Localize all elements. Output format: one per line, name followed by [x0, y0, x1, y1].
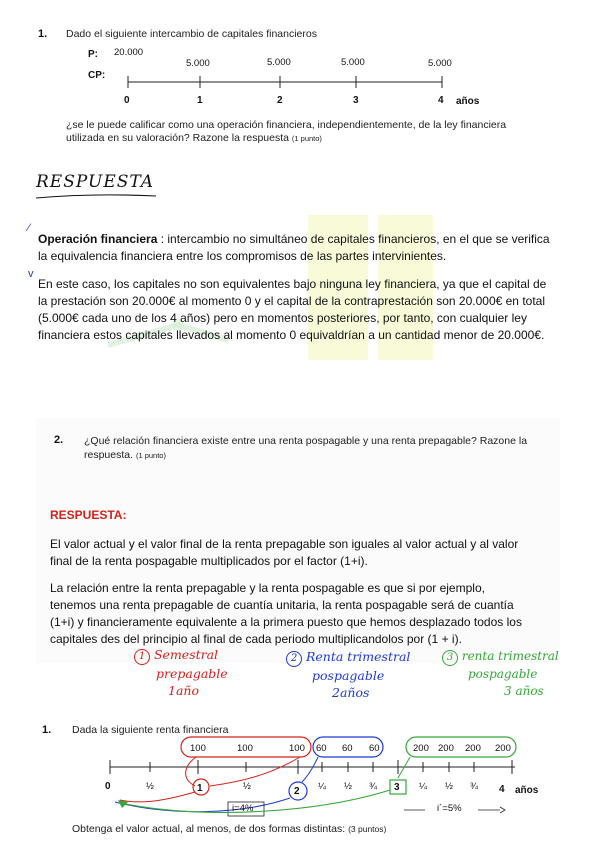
note-3-line-3: 3 años: [504, 684, 544, 698]
note-2-circle: 2: [286, 651, 302, 667]
question-3-title: Dada la siguiente renta financiera: [72, 724, 229, 736]
t3-label-7: ¾: [369, 781, 377, 792]
t3-label-11: ¾: [470, 781, 478, 792]
note-2-trimestral: [286, 648, 410, 701]
amount-a-3: 100: [289, 743, 305, 754]
amount-c-1: 200: [413, 743, 429, 754]
note-1-line-1: Semestral: [153, 647, 219, 662]
t3-label-9: ¼: [419, 781, 427, 792]
amount-a-1: 100: [190, 743, 206, 754]
handwritten-underline: [34, 190, 164, 202]
blue-group-outline: [313, 737, 383, 757]
question-2-section: [36, 418, 560, 663]
cp-value-3: 5.000: [341, 57, 365, 68]
timeline-1: [30, 14, 570, 114]
question-title: Dado el siguiente intercambio de capitales financieros: [66, 28, 317, 40]
margin-mark-2: v: [28, 268, 34, 280]
t3-unit: años: [515, 785, 539, 796]
amount-b-2: 60: [342, 743, 353, 754]
question-3-bottom: [72, 823, 386, 835]
question-text: [66, 119, 536, 145]
answer-1-definition: [38, 231, 550, 265]
definition-text: : intercambio no simultáneo de capitales financieros, en el que se verifica la equivalencia financiera entre los compromisos de las partes intervinientes.: [38, 232, 550, 263]
note-2-line-3: 2años: [332, 685, 370, 700]
note-1-line-2: prepagable: [156, 666, 228, 681]
amount-c-3: 200: [465, 743, 481, 754]
red-arrow-3: [120, 792, 195, 802]
answer-1-panel: [28, 215, 558, 360]
question-2-body: ¿Qué relación financiera existe entre una renta pospagable y una renta prepagable? Razone la respuesta.: [84, 435, 528, 461]
question-points: (1 punto): [291, 134, 322, 143]
question-3-points: (3 puntos): [348, 824, 387, 834]
note-2-line-2: pospagable: [312, 668, 385, 683]
note-1-line-3: 1año: [168, 683, 199, 698]
blue-arrow-1: [302, 757, 318, 782]
rate-arrow-head: [500, 807, 505, 813]
cp-value-2: 5.000: [267, 57, 291, 68]
question-1-section: [30, 14, 570, 152]
question-number: 1.: [38, 28, 48, 40]
answer-1-body: En este caso, los capitales no son equivalentes bajo ninguna ley financiera, ya que el capital de la prestación son 20.000€ al momento 0 y el capital de la contraprestación son 20.000€ en total (5.000€ cada uno de los 4 años) pero en momentos posteriores, por tanto, con cualquier ley financiera estos capitales llevados al momento 0 equivaldrían a un cantidad menor de 20.000€.: [38, 277, 547, 342]
note-1-circle: 1: [134, 649, 150, 665]
question-2-text: [84, 434, 544, 463]
t3-label-6: ½: [344, 781, 352, 792]
answer-2-title: RESPUESTA:: [50, 508, 127, 522]
red-arrow-2: [210, 757, 300, 786]
answer-2-paragraph-1: El valor actual y el valor final de la renta prepagable son iguales al valor actual y al valor final de la renta pospagable multiplicados por el factor (1+i).: [50, 537, 519, 568]
handwritten-respuesta: RESPUESTA: [36, 172, 155, 192]
p-value: 20.000: [114, 47, 144, 58]
question-3-number: 1.: [42, 724, 52, 736]
cp-label: CP:: [88, 70, 106, 81]
rate-2: i´=5%: [437, 803, 462, 814]
question-3-instruction: Obtenga el valor actual, al menos, de dos formas distintas:: [72, 823, 346, 835]
amount-b-1: 60: [316, 743, 327, 754]
t3-label-12: 4: [499, 784, 505, 795]
answer-2-paragraph-2: La relación entre la renta prepagable y la renta pospagable es que si por ejemplo, tenemos una renta prepagable de cuantía unitaria, la renta pospagable será de cuantía (1+i) y financieramente equivalente a la primera puesto que hemos desplazado todos los capitales des del principio al final de cada periodo multiplicandolos por (1 + i).: [50, 581, 522, 646]
note-3-line-1: renta trimestral: [461, 649, 559, 663]
green-arrow-2: [125, 790, 390, 812]
note-3-circle: 3: [442, 650, 458, 666]
amount-b-3: 60: [369, 743, 380, 754]
rate-1: i=4%: [232, 803, 254, 814]
tick-label-0: 0: [124, 95, 130, 106]
note-3-trimestral: [442, 648, 559, 700]
note-3-line-2: pospagable: [468, 667, 538, 681]
tick-label-1: 1: [197, 95, 203, 106]
cp-value-1: 5.000: [186, 58, 210, 69]
question-2-points: (1 punto): [135, 451, 166, 460]
t3-label-1: ½: [146, 781, 154, 792]
margin-mark-1: ⁄: [28, 222, 30, 234]
green-group-outline: [406, 737, 516, 757]
tick-label-4: 4: [438, 95, 444, 106]
amount-c-4: 200: [495, 743, 511, 754]
t3-label-8: 3: [394, 782, 400, 793]
t3-label-3: ½: [243, 781, 251, 792]
t3-label-4: 2: [294, 786, 300, 797]
p-label: P:: [88, 49, 98, 60]
t3-label-5: ¼: [318, 781, 326, 792]
t3-label-2: 1: [197, 783, 203, 794]
cp-value-4: 5.000: [428, 58, 452, 69]
amount-c-2: 200: [438, 743, 454, 754]
t3-label-0: 0: [105, 781, 111, 792]
note-1-semestral: [134, 646, 228, 699]
question-2-number: 2.: [54, 434, 64, 446]
red-group-outline: [181, 737, 311, 757]
note-2-line-1: Renta trimestral: [305, 649, 411, 664]
question-body: ¿se le puede calificar como una operación financiera, independientemente, de la ley financiera utilizada en su valoración? Razone la respuesta: [66, 119, 507, 144]
t3-label-10: ½: [445, 781, 453, 792]
amount-a-2: 100: [237, 743, 253, 754]
definition-term: Operación financiera: [38, 232, 158, 246]
timeline-unit: años: [456, 96, 480, 107]
tick-label-2: 2: [277, 95, 283, 106]
tick-label-3: 3: [353, 95, 359, 106]
